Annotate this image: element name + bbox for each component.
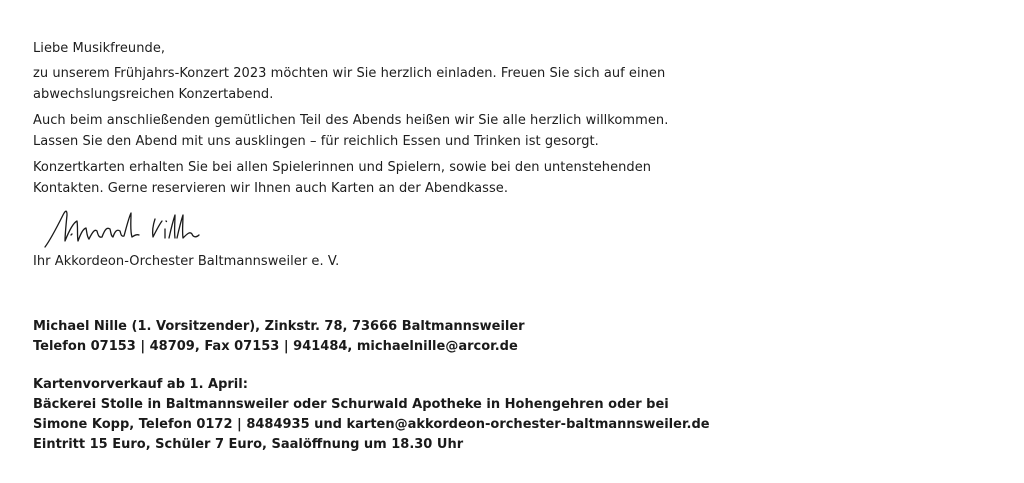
spacer bbox=[33, 357, 753, 375]
signature bbox=[33, 207, 753, 251]
contact-line: Michael Nille (1. Vorsitzender), Zinkstr. 78, 73666 Baltmannsweiler bbox=[33, 319, 525, 334]
paragraph-line: Auch beim anschließenden gemütlichen Teil des Abends heißen wir Sie alle herzlich willkommen. bbox=[33, 113, 669, 128]
paragraph-social bbox=[33, 110, 753, 152]
paragraph-line: abwechslungsreichen Konzertabend. bbox=[33, 87, 274, 102]
closing-line: Ihr Akkordeon-Orchester Baltmannsweiler e. V. bbox=[33, 254, 340, 269]
salutation: Liebe Musikfreunde, bbox=[33, 41, 166, 56]
letter-body bbox=[33, 38, 753, 272]
paragraph-invitation bbox=[33, 63, 753, 105]
paragraph-line: Kontakten. Gerne reservieren wir Ihnen auch Karten an der Abendkasse. bbox=[33, 181, 509, 196]
contact-line: Telefon 07153 | 48709, Fax 07153 | 941484, michaelnille@arcor.de bbox=[33, 339, 518, 354]
handwritten-signature-image bbox=[41, 201, 211, 251]
presale-line: Simone Kopp, Telefon 0172 | 8484935 und karten@akkordeon-orchester-baltmannsweiler.de bbox=[33, 417, 710, 432]
paragraph-line: zu unserem Frühjahrs-Konzert 2023 möchten wir Sie herzlich einladen. Freuen Sie sich auf einen bbox=[33, 66, 666, 81]
presale-heading: Kartenvorverkauf ab 1. April: bbox=[33, 377, 248, 392]
paragraph-line: Konzertkarten erhalten Sie bei allen Spielerinnen und Spielern, sowie bei den untenstehenden bbox=[33, 160, 652, 175]
paragraph-line: Lassen Sie den Abend mit uns ausklingen – für reichlich Essen und Trinken ist gesorgt. bbox=[33, 134, 599, 149]
presale-line: Bäckerei Stolle in Baltmannsweiler oder Schurwald Apotheke in Hohengehren oder bei bbox=[33, 397, 669, 412]
contact-block bbox=[33, 317, 753, 455]
admission-line: Eintritt 15 Euro, Schüler 7 Euro, Saalöffnung um 18.30 Uhr bbox=[33, 437, 464, 452]
paragraph-tickets bbox=[33, 157, 753, 199]
